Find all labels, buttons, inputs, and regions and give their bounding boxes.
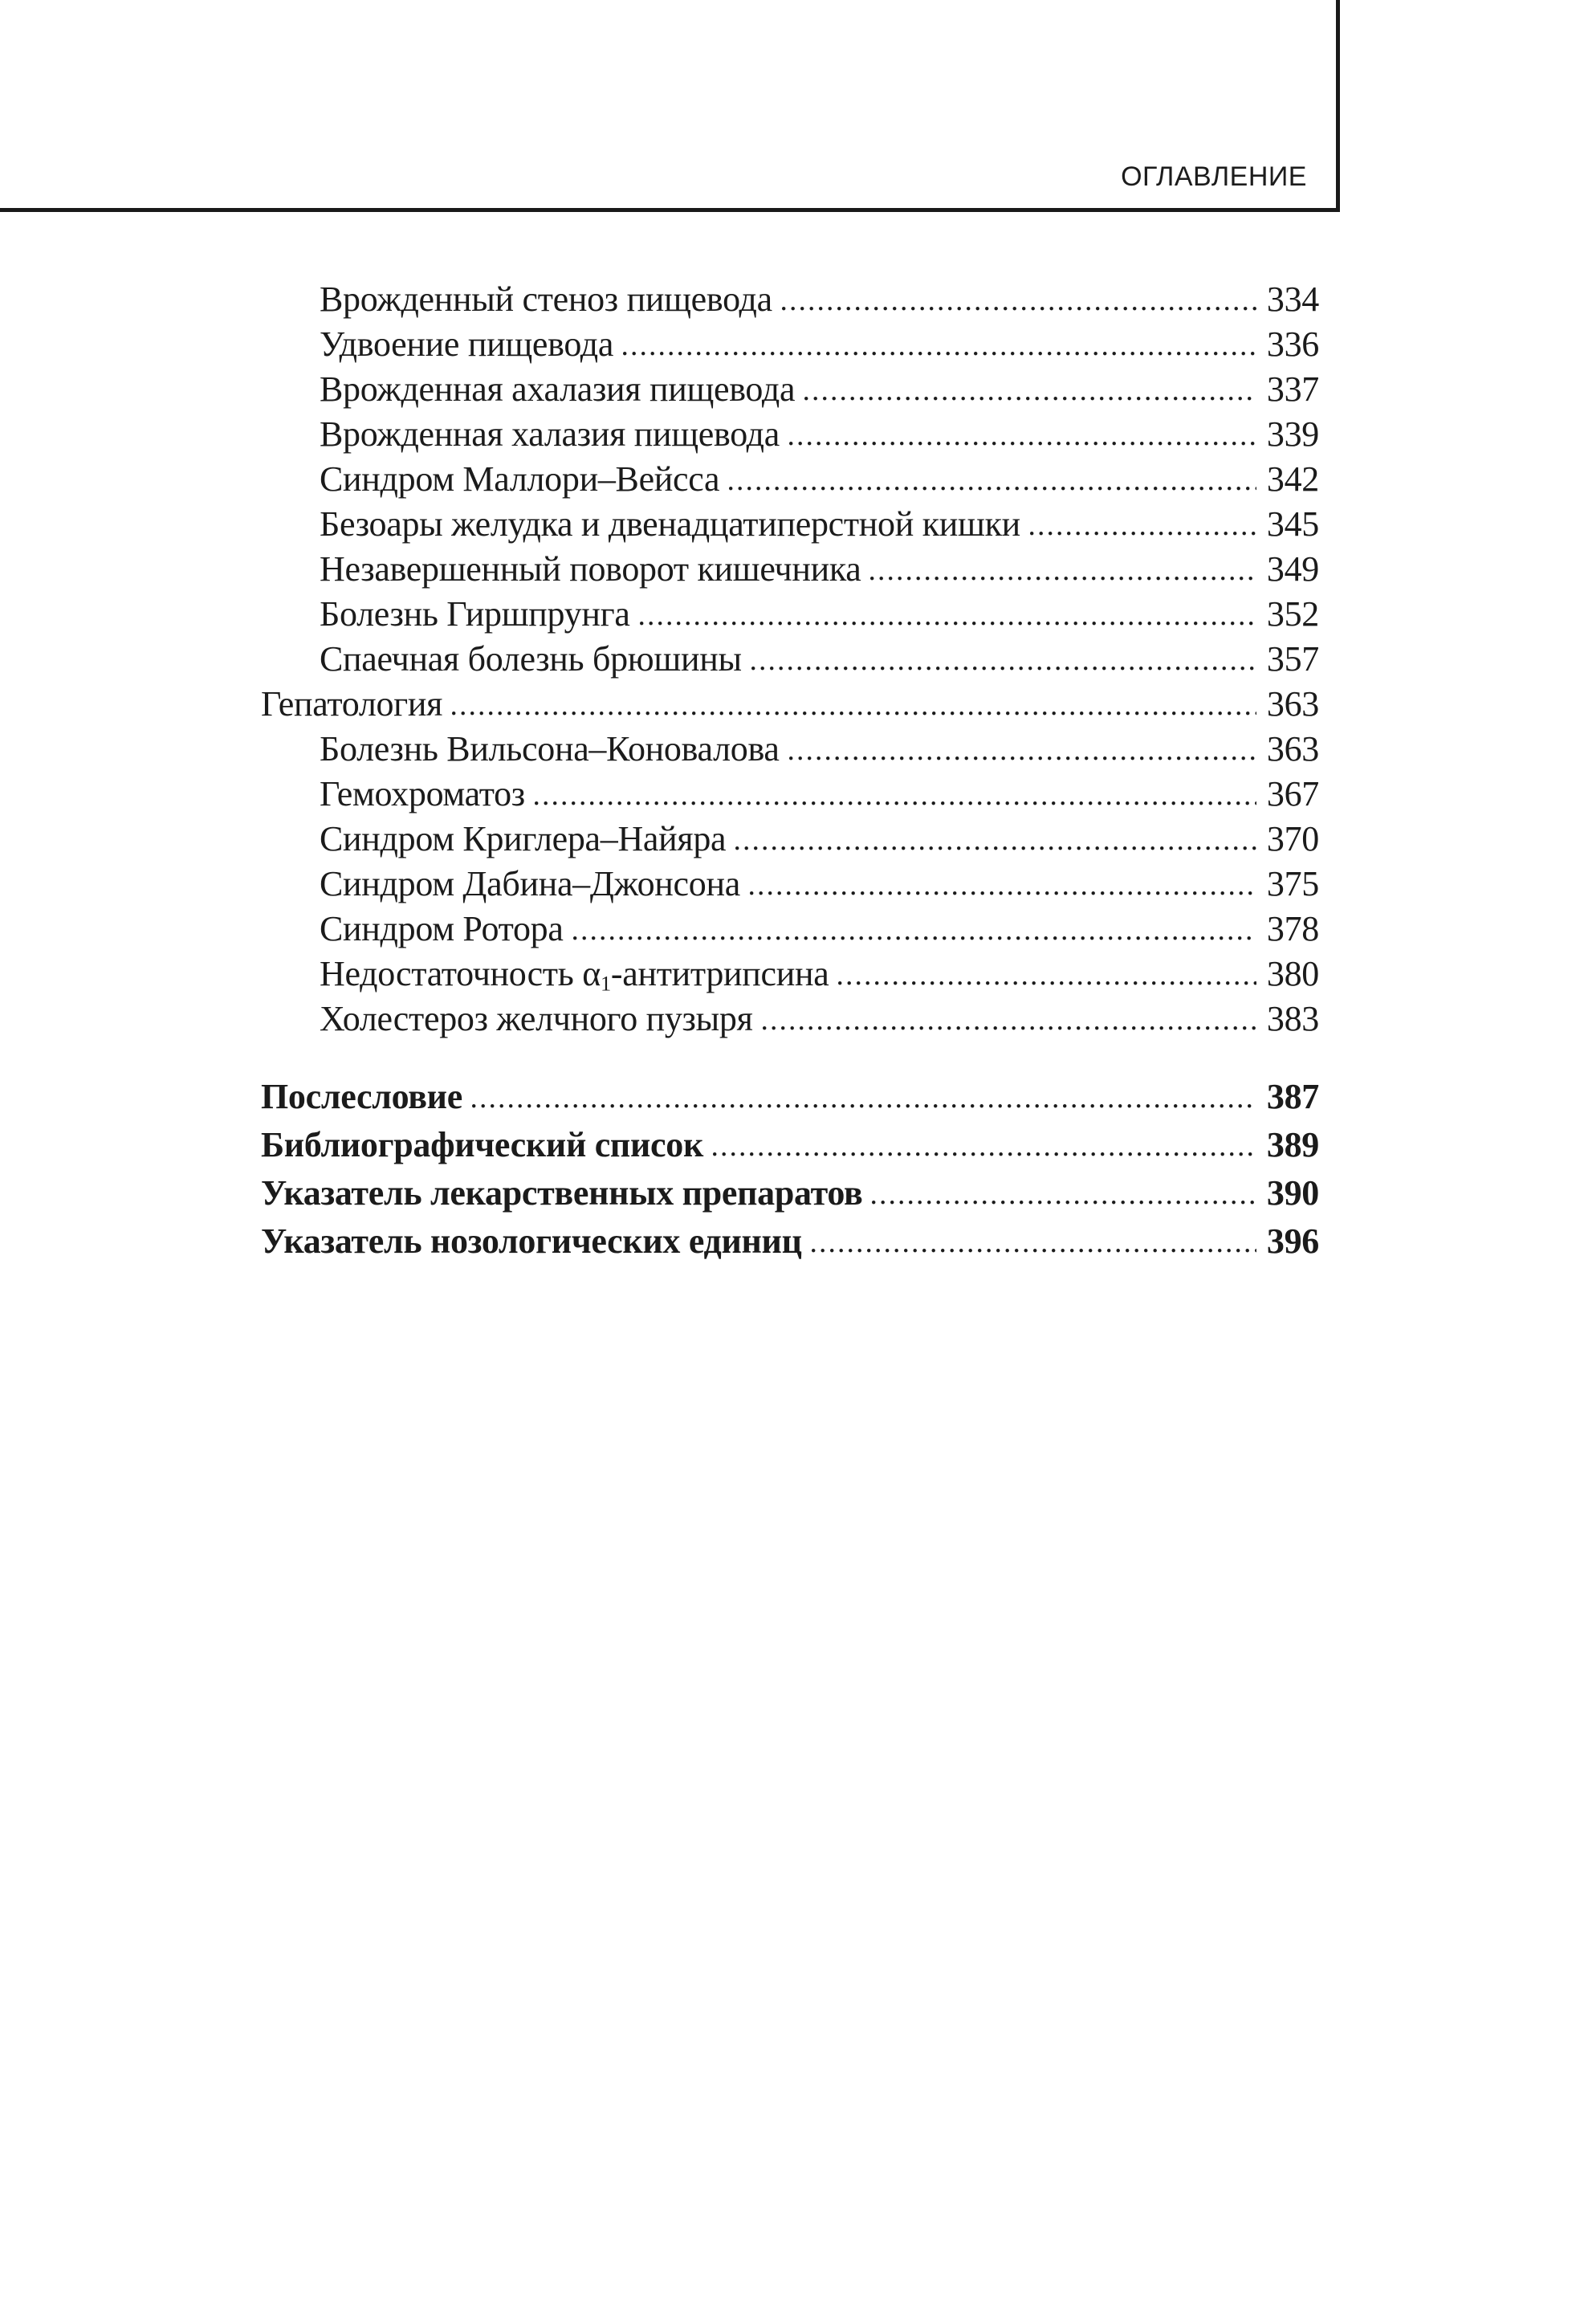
toc-entry	[261, 1169, 1319, 1217]
toc-entry-page: 357	[1266, 639, 1319, 679]
dot-leader	[763, 1026, 1256, 1030]
header-horizontal-rule	[0, 208, 1340, 212]
toc-entry-label: Безоары желудка и двенадцатиперстной кишки	[320, 504, 1020, 544]
dot-leader	[838, 981, 1256, 985]
page-title: ОГЛАВЛЕНИЕ	[1121, 161, 1307, 192]
dot-leader	[535, 801, 1256, 805]
toc-entry-page: 349	[1266, 549, 1319, 589]
dot-leader	[735, 846, 1256, 850]
dot-leader	[751, 667, 1256, 671]
toc-entry	[261, 862, 1319, 907]
toc-entry	[261, 817, 1319, 862]
toc-entry-page: 387	[1266, 1077, 1319, 1116]
toc-entry-page: 389	[1266, 1125, 1319, 1164]
toc-entry-label: Болезнь Гиршпрунга	[320, 594, 630, 634]
dot-leader	[812, 1249, 1256, 1253]
toc-entry	[261, 997, 1319, 1042]
toc-entry-label: Гепатология	[261, 684, 443, 724]
toc-entry-label: Удвоение пищевода	[320, 324, 614, 364]
header-vertical-rule	[1336, 0, 1340, 212]
toc-entry-label: Врожденный стеноз пищевода	[320, 279, 772, 319]
toc-entry	[261, 592, 1319, 637]
dot-leader	[472, 1104, 1256, 1108]
dot-leader	[789, 442, 1256, 446]
dot-leader	[872, 1201, 1256, 1205]
toc-entry-label: Врожденная ахалазия пищевода	[320, 369, 796, 409]
toc-entry	[261, 682, 1319, 727]
toc-entry-page: 378	[1266, 909, 1319, 948]
toc-entry-page: 390	[1266, 1173, 1319, 1213]
toc-entry-label: Недостаточность $\alpha_1$-антитрипсина	[320, 954, 829, 996]
toc-entry-label: Синдром Дабина–Джонсона	[320, 864, 740, 903]
toc-entry	[261, 1073, 1319, 1121]
toc-entry-page: 363	[1266, 729, 1319, 769]
toc-entry-page: 345	[1266, 504, 1319, 544]
toc-entry-page: 375	[1266, 864, 1319, 903]
dot-leader	[1030, 532, 1256, 536]
toc-entry	[261, 502, 1319, 547]
toc-entry-page: 342	[1266, 459, 1319, 499]
toc-entry-label: Библиографический список	[261, 1125, 704, 1164]
toc-entry-page: 352	[1266, 594, 1319, 634]
toc-entry-page: 367	[1266, 774, 1319, 813]
toc-entry	[261, 772, 1319, 817]
toc-section-bold	[261, 1073, 1319, 1266]
toc-entry	[261, 277, 1319, 322]
toc-entry	[261, 1217, 1319, 1266]
toc-entry	[261, 637, 1319, 682]
dot-leader	[782, 307, 1256, 311]
dot-leader	[640, 622, 1256, 626]
dot-leader	[789, 756, 1256, 760]
toc-entry-page: 334	[1266, 279, 1319, 319]
toc-entry	[261, 727, 1319, 772]
dot-leader	[750, 891, 1256, 895]
dot-leader	[804, 397, 1256, 401]
toc-entry-label: Синдром Криглера–Найяра	[320, 819, 727, 858]
toc-entry-page: 370	[1266, 819, 1319, 858]
toc-entry	[261, 907, 1319, 952]
toc-entry	[261, 1121, 1319, 1169]
toc-entry	[261, 547, 1319, 592]
toc-entry-page: 396	[1266, 1221, 1319, 1261]
toc-entry-label: Болезнь Вильсона–Коновалова	[320, 729, 780, 769]
toc-entry-label: Указатель нозологических единиц	[261, 1221, 802, 1261]
dot-leader	[623, 352, 1256, 356]
toc-entry-label: Спаечная болезнь брюшины	[320, 639, 742, 679]
toc-entry-label: Указатель лекарственных препаратов	[261, 1173, 863, 1213]
toc-entry-label: Холестероз желчного пузыря	[320, 999, 753, 1038]
toc-entry	[261, 952, 1319, 997]
dot-leader	[452, 711, 1256, 716]
toc-entry	[261, 322, 1319, 367]
toc-entry-label: Синдром Маллори–Вейсса	[320, 459, 720, 499]
dot-leader	[713, 1152, 1256, 1156]
subscript: 1	[600, 971, 611, 996]
toc-entry-page: 383	[1266, 999, 1319, 1038]
toc-list	[261, 277, 1319, 1266]
toc-entry-label: Незавершенный поворот кишечника	[320, 549, 861, 589]
toc-entry-label: Синдром Ротора	[320, 909, 564, 948]
dot-leader	[729, 487, 1256, 491]
dot-leader	[573, 936, 1256, 940]
toc-entry	[261, 412, 1319, 457]
toc-entry-page: 363	[1266, 684, 1319, 724]
toc-entry-label: Послесловие	[261, 1077, 462, 1116]
dot-leader	[870, 577, 1256, 581]
toc-entry-page: 380	[1266, 954, 1319, 993]
toc-entry-label: Гемохроматоз	[320, 774, 525, 813]
toc-entry-page: 336	[1266, 324, 1319, 364]
toc-section-regular	[261, 277, 1319, 1042]
toc-entry-label: Врожденная халазия пищевода	[320, 414, 780, 454]
toc-entry	[261, 457, 1319, 502]
toc-entry-page: 337	[1266, 369, 1319, 409]
toc-entry	[261, 367, 1319, 412]
toc-entry-page: 339	[1266, 414, 1319, 454]
